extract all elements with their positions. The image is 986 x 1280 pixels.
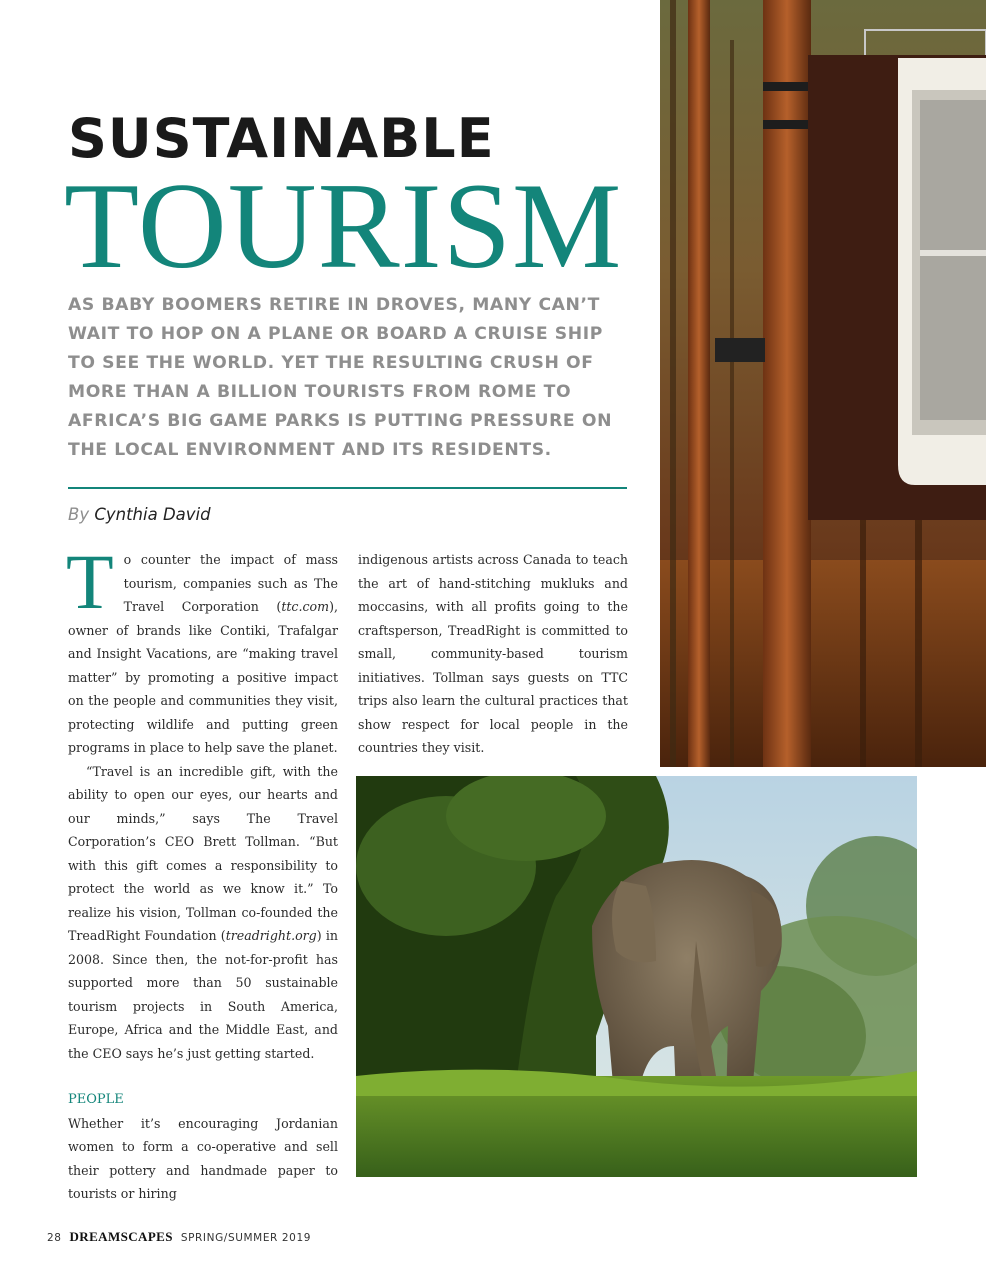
article-column-left — [66, 538, 338, 1206]
divider-rule — [68, 487, 627, 489]
paragraph-1-lead: o counter the impact of mass tourism, companies such as The Travel Corporation ( — [123, 552, 338, 614]
section-heading-people: PEOPLE — [68, 1092, 124, 1107]
article-column-right — [358, 548, 628, 760]
article-paragraph-1 — [66, 538, 338, 760]
elephant-photo — [356, 776, 917, 1177]
deck-intro: AS BABY BOOMERS RETIRE IN DROVES, MANY CAN’T WAIT TO HOP ON A PLANE OR BOARD A CRUISE SHIP TO SEE THE WORLD. YET THE RESULTING CRUSH OF MORE THAN A BILLION TOURISTS FROM ROME TO AFRICA’S BIG GAME PARKS IS PUTTING PRESSURE ON THE LOCAL ENVIRONMENT AND ITS RESIDENTS. — [68, 295, 613, 460]
magazine-name: DREAMSCAPES — [69, 1229, 173, 1244]
article-paragraph-2 — [68, 760, 338, 1066]
byline-author: Cynthia David — [94, 505, 211, 524]
byline — [68, 505, 211, 524]
page-footer — [47, 1229, 311, 1245]
paragraph-1-rest: ), owner of brands like Contiki, Trafalgar and Insight Vacations, are “making travel matter” by promoting a positive impact on the people and communities they visit, protecting wildlife and putting green programs in place to help save the planet. — [68, 599, 338, 755]
drop-cap: T — [66, 538, 114, 625]
ttc-link[interactable]: ttc.com — [281, 599, 330, 614]
byline-prefix: By — [68, 505, 90, 524]
treadright-link[interactable]: treadright.org — [225, 928, 317, 943]
title-top: SUSTAINABLE — [68, 107, 495, 170]
issue-label: SPRING/SUMMER 2019 — [180, 1232, 312, 1244]
title-main: TOURISM — [64, 157, 623, 294]
paragraph-2-lead: “Travel is an incredible gift, with the ability to open our eyes, our hearts and our minds,” says The Travel Corporation’s CEO Brett Tollman. “But with this gift comes a responsibility to protect the world as we know it.” To realize his vision, Tollman co-founded the TreadRight Foundation ( — [68, 763, 338, 943]
paragraph-2-rest: ) in 2008. Since then, the not-for-profit has supported more than 50 sustainable tourism projects in South America, Europe, Africa and the Middle East, and the CEO says he’s just getting started. — [68, 928, 338, 1061]
page-number: 28 — [47, 1232, 62, 1244]
article-paragraph-4: indigenous artists across Canada to teach the art of hand-stitching mukluks and moccasins, with all profits going to the craftsperson, TreadRight is committed to small, community-based tourism initiatives. Tollman says guests on TTC trips also learn the cultural practices that show respect for local people in the countries they visit. — [358, 552, 628, 755]
treehouse-photo — [660, 0, 986, 767]
article-paragraph-3: Whether it’s encouraging Jordanian women to form a co-operative and sell their pottery and handmade paper to tourists or hiring — [68, 1115, 338, 1201]
